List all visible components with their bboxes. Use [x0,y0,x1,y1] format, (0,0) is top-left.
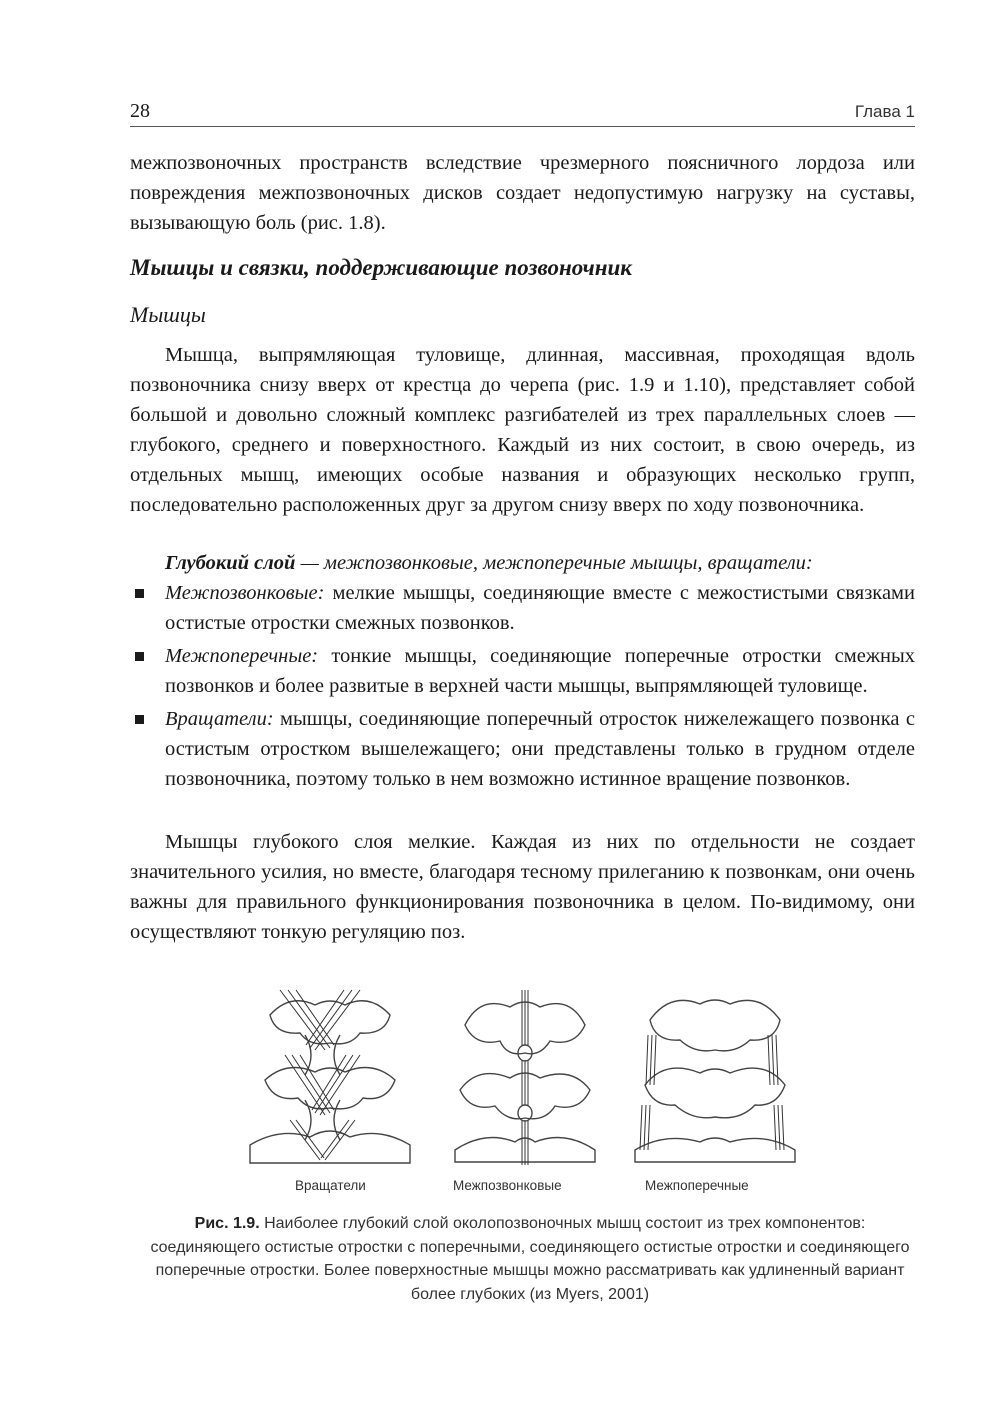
paragraph-top: межпозвоночных пространств вследствие чрезмерного поясничного лордоза или повреждения межпозвоночных дисков создает недопустимую нагрузку на суставы, вызывающую боль (рис. 1.8). [130,152,915,234]
figure-caption [140,1212,920,1306]
paragraph-muscles: Мышца, выпрямляющая туловище, длинная, массивная, проходящая вдоль позвоночника снизу вверх от крестца до черепа (рис. 1.9 и 1.10), представляет собой большой и довольно сложный комплекс разгибателей из трех параллельных слоев — глубокого, среднего и поверхностного. Каждый из них состоит, в свою очередь, из отдельных мышц, имеющих особые названия и образующих несколько групп, последовательно расположенных друг за другом снизу вверх по ходу позвоночника. [130,344,915,516]
paragraph-deep: Мышцы глубокого слоя мелкие. Каждая из них по отдельности не создает значительного усилия, но вместе, благодаря тесному прилеганию к позвонкам, они очень важны для правильного функционирования позвоночника в целом. По-видимому, они осуществляют тонкую регуляцию поз. [130,831,915,943]
caption-label: Рис. 1.9. [194,1215,260,1232]
list-item-text: мышцы, соединяющие поперечный отросток нижележащего позвонка с остистым отростком вышележащего; они представлены только в грудном отделе позвоночника, поэтому только в нем возможно истинное вращение позвонков. [165,708,915,790]
list-item [130,704,915,794]
deep-layer-lead: Глубокий слой [165,552,296,574]
list-item [130,641,915,701]
figure-label-intertransversarii: Межпоперечные [645,1178,749,1193]
section-title: Мышцы и связки, поддерживающие позвоночник [130,255,632,280]
page-header [130,100,915,127]
list-item-text: тонкие мышцы, соединяющие поперечные отростки смежных позвонков и более развитые в верхней части мышцы, выпрямляющей туловище. [165,645,915,697]
intertransversarii-drawing [635,1000,795,1162]
list-item [130,578,915,638]
list-item-text: мелкие мышцы, соединяющие вместе с межостистыми связками остистые отростки смежных позвонков. [165,582,915,634]
subsection-title: Мышцы [130,302,206,327]
rotators-drawing [250,990,410,1163]
page-number: 28 [130,100,150,122]
deep-layer-list [130,578,915,797]
list-item-term: Межпоперечные: [165,645,319,667]
deep-layer-rest: — межпозвонковые, межпоперечные мышцы, вращатели: [295,552,813,574]
deep-layer-intro [165,548,915,578]
chapter-label: Глава 1 [854,102,915,121]
caption-text: Наиболее глубокий слой околопозвоночных мышц состоит из трех компонентов: соединяющего остистые отростки с поперечными, соединяющего остистые отростки и соединяющего поперечные отростки. Более поверхностные мышцы можно рассматривать как удлиненный вариант более глубоких (из Myers, 2001) [150,1215,910,1303]
list-item-term: Вращатели: [165,708,274,730]
figure-label-rotators: Вращатели [295,1178,366,1193]
figure-label-interspinales: Межпозвонковые [453,1178,562,1193]
spine-illustration [240,985,800,1175]
interspinales-drawing [455,990,595,1165]
figure-1-9 [240,985,800,1200]
list-item-term: Межпозвонковые: [165,582,325,604]
